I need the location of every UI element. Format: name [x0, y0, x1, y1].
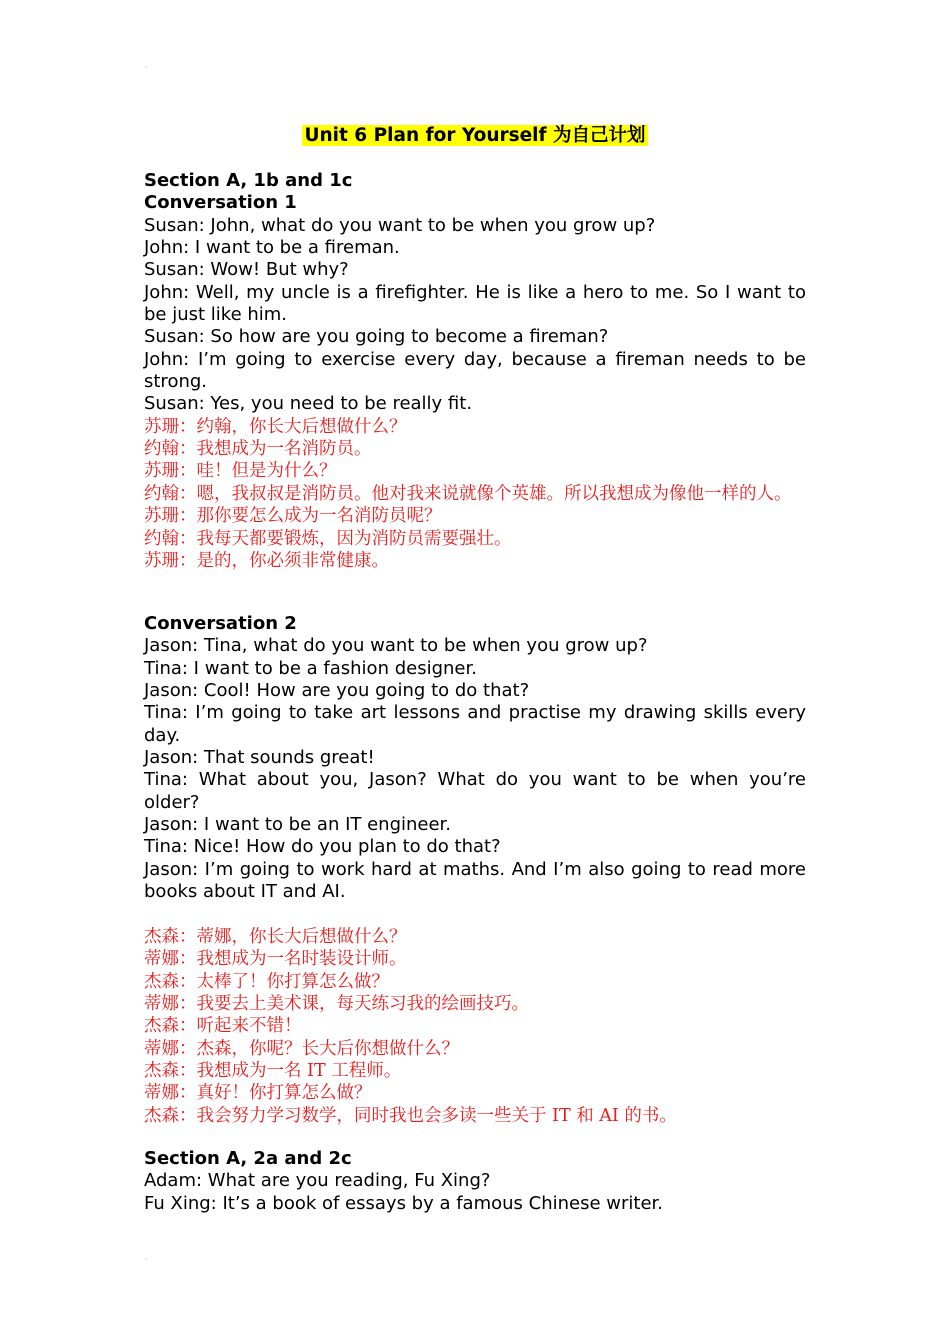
title-row	[144, 124, 806, 148]
translation-line: 苏珊：哇！但是为什么？	[144, 461, 337, 482]
dialogue-line: Jason: Cool! How are you going to do that?	[144, 680, 530, 702]
conversation-1-heading: Conversation 1	[144, 192, 297, 214]
translation-line: 苏珊：那你要怎么成为一名消防员呢？	[144, 506, 442, 527]
translation-line: 蒂娜：我想成为一名时装设计师。	[144, 949, 407, 970]
dialogue-line: Fu Xing: It’s a book of essays by a famous Chinese writer.	[144, 1192, 664, 1214]
dialogue-line: Adam: What are you reading, Fu Xing?	[144, 1170, 491, 1192]
dialogue-line: Tina: I want to be a fashion designer.	[144, 657, 477, 679]
section-a-1b-1c	[144, 170, 806, 572]
translation-line: 苏珊：是的，你必须非常健康。	[144, 550, 389, 571]
translation-line: 杰森：听起来不错！	[144, 1016, 302, 1037]
dialogue-line: Tina: What about you, Jason? What do you want to be when you’re older?	[144, 769, 806, 813]
dialogue-line: Jason: That sounds great!	[144, 747, 375, 769]
page-corner-mark-bottom: ‧	[145, 1255, 148, 1264]
dialogue-line: Jason: I’m going to work hard at maths. And I’m also going to read more books about IT and AI.	[144, 858, 806, 903]
dialogue-line: Tina: Nice! How do you plan to do that?	[144, 836, 501, 858]
dialogue-line: Susan: John, what do you want to be when you grow up?	[144, 214, 656, 236]
translation-line: 约翰：嗯，我叔叔是消防员。他对我来说就像个英雄。所以我想成为像他一样的人。	[144, 483, 792, 504]
section-heading: Section A, 1b and 1c	[144, 170, 353, 191]
dialogue-line: John: Well, my uncle is a firefighter. He is like a hero to me. So I want to be just like him.	[144, 281, 806, 326]
translation-line: 约翰：我想成为一名消防员。	[144, 439, 372, 460]
dialogue-line: John: I want to be a fireman.	[144, 237, 400, 259]
dialogue-line: Tina: I’m going to take art lessons and practise my drawing skills every day.	[144, 702, 806, 746]
dialogue-line: John: I’m going to exercise every day, because a fireman needs to be strong.	[144, 348, 806, 393]
section-heading: Section A, 2a and 2c	[144, 1148, 352, 1169]
translation-line: 杰森：蒂娜，你长大后想做什么？	[144, 927, 407, 947]
translation-line: 约翰：我每天都要锻炼，因为消防员需要强壮。	[144, 528, 512, 549]
conversation-1-chinese	[144, 416, 806, 572]
translation-line: 蒂娜：杰森，你呢？长大后你想做什么？	[144, 1038, 459, 1059]
translation-line: 杰森：我想成为一名 IT 工程师。	[144, 1061, 402, 1082]
page-corner-mark-top: ‧	[145, 63, 148, 72]
page-title: Unit 6 Plan for Yourself 为自己计划	[304, 125, 646, 146]
conversation-2-english	[144, 635, 806, 903]
translation-line: 苏珊：约翰，你长大后想做什么？	[144, 416, 407, 437]
dialogue-line: Jason: I want to be an IT engineer.	[144, 814, 452, 836]
section-a-2a-2c	[144, 1148, 806, 1215]
dialogue-line: Susan: So how are you going to become a fireman?	[144, 326, 609, 348]
conversation-1-english	[144, 215, 806, 416]
translation-line: 杰森：太棒了！你打算怎么做？	[144, 971, 389, 992]
translation-line: 蒂娜：真好！你打算怎么做？	[144, 1083, 372, 1104]
conversation-2-heading: Conversation 2	[144, 613, 297, 634]
dialogue-line: Susan: Yes, you need to be really fit.	[144, 393, 473, 415]
conversation-2	[144, 613, 806, 903]
dialogue-line: Jason: Tina, what do you want to be when you grow up?	[144, 635, 648, 657]
conversation-2-chinese	[144, 926, 806, 1127]
translation-line: 杰森：我会努力学习数学，同时我也会多读一些关于 IT 和 AI 的书。	[144, 1105, 677, 1126]
dialogue-line: Susan: Wow! But why?	[144, 259, 349, 281]
translation-line: 蒂娜：我要去上美术课，每天练习我的绘画技巧。	[144, 994, 529, 1015]
